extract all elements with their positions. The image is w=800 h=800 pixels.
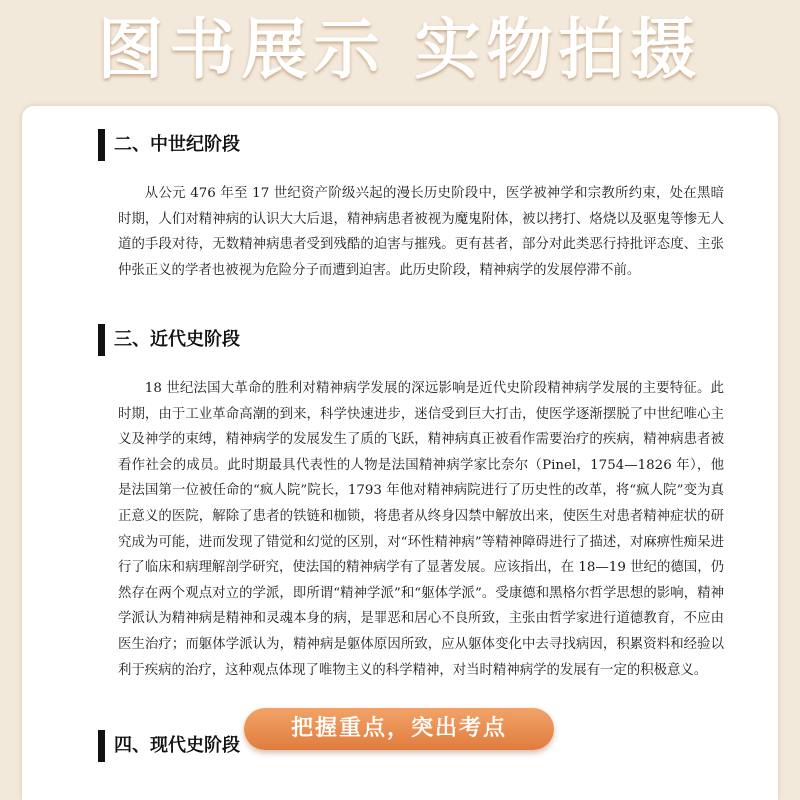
heading-bar xyxy=(98,324,105,356)
heading-text: 四、现代史阶段 xyxy=(114,735,240,756)
banner-title: 图书展示 实物拍摄 xyxy=(97,11,703,88)
heading-text: 二、中世纪阶段 xyxy=(114,134,240,155)
heading-bar xyxy=(98,730,105,762)
highlight-badge: 把握重点，突出考点 xyxy=(244,708,554,750)
paragraph-modern-era: 18 世纪法国大革命的胜利对精神病学发展的深远影响是近代史阶段精神病学发展的主要特征。此时期，由于工业革命高潮的到来，科学快速进步，迷信受到巨大打击，使医学逐渐摆脱了中世纪唯心主义及神学的束缚，精神病学的发展发生了质的飞跃，精神病真正被看作需要治疗的疾病，精神病患者被看作社会的成员。此时期最具代表性的人物是法国精神病学家比奈尔（Pinel，1754—1826 年），他是法国第一位被任命的“疯人院”院长，1793 年他对精神病院进行了历史性的改革，将“疯人院”变为真正意义的医院，解除了患者的铁链和枷锁，将患者从终身囚禁中解放出来，使医生对患者精神症状的研究成为可能，进而发现了错觉和幻觉的区别，对“环性精神病”等精神障碍进行了描述，对麻痹性痴呆进行了临床和病理解剖学研究，使法国的精神病学有了显著发展。应该指出，在 18—19 世纪的德国，仍然存在两个观点对立的学派，即所谓“精神学派”和“躯体学派”。受康德和黑格尔哲学思想的影响，精神学派认为精神病是精神和灵魂本身的病，是罪恶和居心不良所致，主张由哲学家进行道德教育，不应由医生治疗；而躯体学派认为，精神病是躯体原因所致，应从躯体变化中去寻找病因，积累资料和经验以利于疾病的治疗，这种观点体现了唯物主义的科学精神，对当时精神病学的发展有一定的积极意义。 xyxy=(118,381,724,678)
heading-text: 三、近代史阶段 xyxy=(114,329,240,350)
paragraph-medieval: 从公元 476 年至 17 世纪资产阶级兴起的漫长历史阶段中，医学被神学和宗教所约束，处在黑暗时期，人们对精神病的认识大大后退，精神病患者被视为魔鬼附体，被以拷打、烙烧以及驱鬼等惨无人道的手段对待，无数精神病患者受到残酷的迫害与摧残。更有甚者，部分对此类恶行持批评态度、主张仲张正义的学者也被视为危险分子而遭到迫害。此历史阶段，精神病学的发展停滞不前。 xyxy=(118,186,724,278)
book-page xyxy=(22,106,778,800)
heading-bar xyxy=(98,129,105,161)
